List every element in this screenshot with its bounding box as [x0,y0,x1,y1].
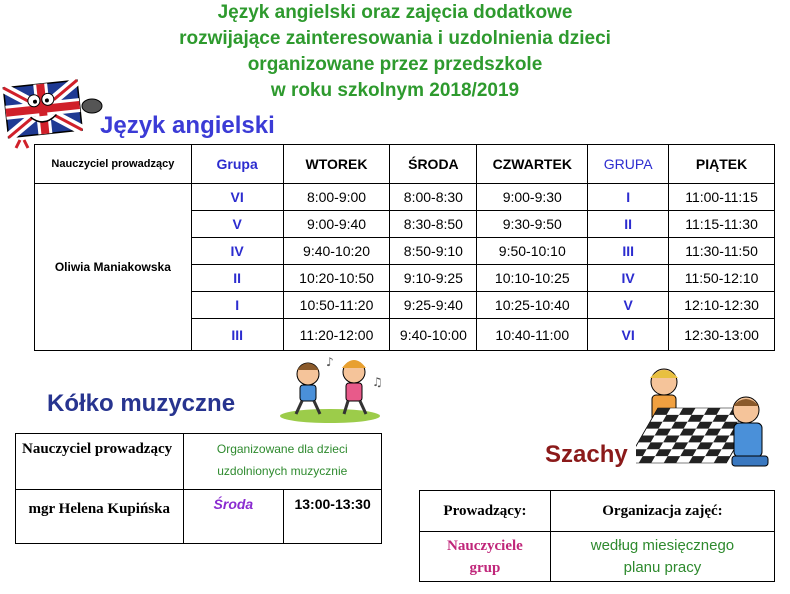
group-cell-2: III [588,238,669,265]
organization-header: Organizowane dla dzieci uzdolnionych muzycznie [183,434,381,490]
title-line: Język angielski oraz zajęcia dodatkowe [217,2,573,23]
group-cell: VI [191,184,283,211]
thursday-cell: 10:10-10:25 [477,265,588,292]
children-music-image [268,352,392,424]
organization-header: Organizacja zajęć: [550,491,774,532]
chess-table [419,490,775,582]
table-header-row [420,491,775,532]
group-cell: II [191,265,283,292]
thursday-header: CZWARTEK [477,145,588,184]
lead-header: Prowadzący: [420,491,551,532]
friday-cell: 12:10-12:30 [669,292,775,319]
time-cell: 13:00-13:30 [284,490,382,544]
friday-header: PIĄTEK [669,145,775,184]
group-cell: V [191,211,283,238]
wednesday-cell: 8:00-8:30 [390,184,477,211]
english-schedule-table [34,144,775,351]
table-row [35,184,775,211]
group-cell-2: I [588,184,669,211]
lead-cell: Nauczyciele grup [420,532,551,582]
thursday-cell: 10:40-11:00 [477,319,588,351]
teacher-header: Nauczyciel prowadzący [35,145,192,184]
table-header-row [35,145,775,184]
wednesday-cell: 9:25-9:40 [390,292,477,319]
music-table [15,433,382,544]
organization-cell: według miesięcznego planu pracy [550,532,774,582]
group-cell-2: IV [588,265,669,292]
table-header-row [16,434,382,490]
thursday-cell: 10:25-10:40 [477,292,588,319]
tuesday-cell: 11:20-12:00 [283,319,390,351]
tuesday-cell: 10:20-10:50 [283,265,390,292]
table-row [420,532,775,582]
music-heading: Kółko muzyczne [47,390,236,417]
tuesday-cell: 10:50-11:20 [283,292,390,319]
thursday-cell: 9:30-9:50 [477,211,588,238]
group-cell-2: V [588,292,669,319]
thursday-cell: 9:50-10:10 [477,238,588,265]
group-header-2: GRUPA [588,145,669,184]
tuesday-header: WTOREK [283,145,390,184]
wednesday-cell: 9:10-9:25 [390,265,477,292]
chess-heading: Szachy [545,441,628,468]
group-cell: I [191,292,283,319]
tuesday-cell: 8:00-9:00 [283,184,390,211]
group-cell: IV [191,238,283,265]
friday-cell: 11:50-12:10 [669,265,775,292]
uk-flag-mascot-image [2,76,104,154]
title-line: organizowane przez przedszkole [247,54,543,75]
friday-cell: 11:30-11:50 [669,238,775,265]
group-cell: III [191,319,283,351]
table-row [16,490,382,544]
day-cell: Środa [183,490,284,544]
wednesday-cell: 8:50-9:10 [390,238,477,265]
thursday-cell: 9:00-9:30 [477,184,588,211]
wednesday-cell: 9:40-10:00 [390,319,477,351]
english-heading: Język angielski [100,112,275,139]
friday-cell: 11:00-11:15 [669,184,775,211]
children-chess-image [636,364,776,476]
group-header: Grupa [191,145,283,184]
teacher-name: Oliwia Maniakowska [35,184,192,351]
title-line: rozwijające zainteresowania i uzdolnienia dzieci [179,28,611,49]
group-cell-2: VI [588,319,669,351]
svg-text:♪: ♪ [326,355,334,369]
wednesday-header: ŚRODA [390,145,477,184]
group-cell-2: II [588,211,669,238]
friday-cell: 12:30-13:00 [669,319,775,351]
friday-cell: 11:15-11:30 [669,211,775,238]
page-title [0,0,790,104]
tuesday-cell: 9:40-10:20 [283,238,390,265]
teacher-header: Nauczyciel prowadzący [16,434,184,490]
svg-text:♫: ♫ [372,375,383,389]
tuesday-cell: 9:00-9:40 [283,211,390,238]
teacher-name: mgr Helena Kupińska [16,490,184,544]
title-line: w roku szkolnym 2018/2019 [270,80,520,101]
wednesday-cell: 8:30-8:50 [390,211,477,238]
